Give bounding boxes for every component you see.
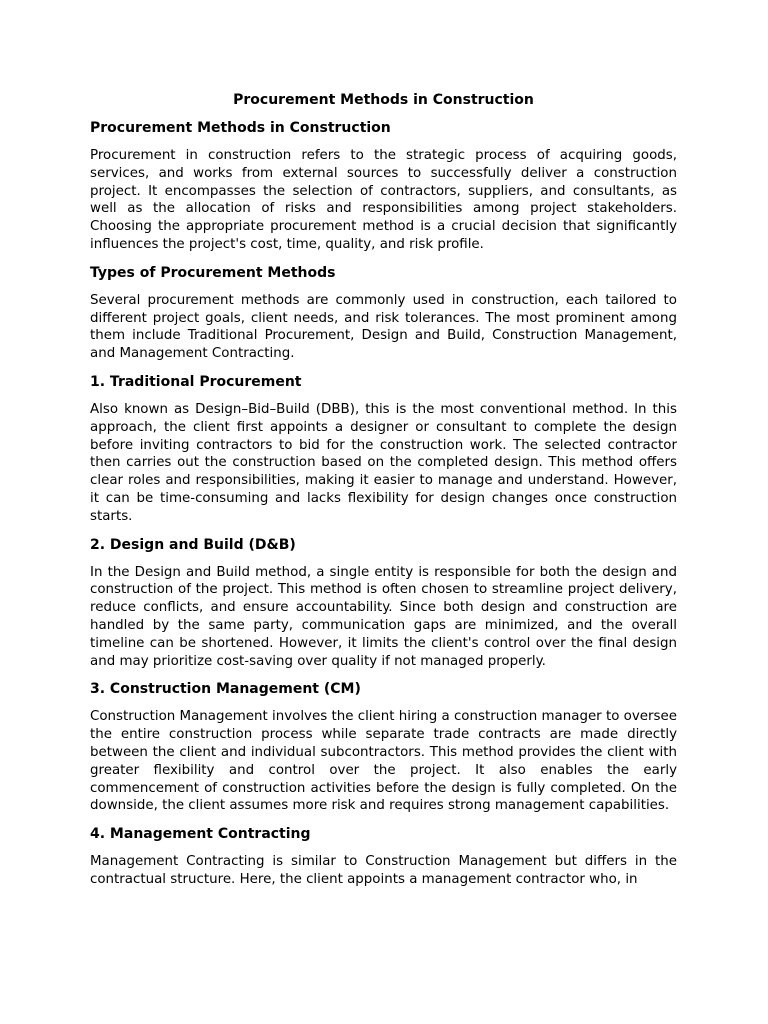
section-heading-construction-management: 3. Construction Management (CM) <box>90 681 361 698</box>
main-heading: Procurement Methods in Construction <box>90 120 391 136</box>
document-page <box>90 91 677 899</box>
section-body-construction-management: Construction Management involves the client hiring a construction manager to oversee the entire construction process while separate trade contracts are made directly between the client and individual subcontractors. This method provides the client with greater flexibility and control over the project. It also enables the early commencement of construction activities before the design is fully completed. On the downside, the client assumes more risk and requires strong management capabilities. <box>90 709 677 814</box>
types-heading: Types of Procurement Methods <box>90 264 336 281</box>
section-body-traditional: Also known as Design–Bid–Build (DBB), this is the most conventional method. In this approach, the client first appoints a designer or consultant to complete the design before inviting contractors to bid for the construction work. The selected contractor then carries out the construction based on the completed design. This method offers clear roles and responsibilities, making it easier to manage and understand. However, it can be time-consuming and lacks flexibility for design changes once construction starts. <box>90 401 677 524</box>
section-body-management-contracting: Management Contracting is similar to Construction Management but differs in the contractual structure. Here, the client appoints a management contractor who, in <box>90 854 677 887</box>
section-heading-traditional: 1. Traditional Procurement <box>90 373 302 390</box>
types-paragraph: Several procurement methods are commonly used in construction, each tailored to different project goals, client needs, and risk tolerances. The most prominent among them include Traditional Procurement, Design and Build, Construction Management, and Management Contracting. <box>90 292 677 362</box>
section-body-design-build: In the Design and Build method, a single entity is responsible for both the design and construction of the project. This method is often chosen to streamline project delivery, reduce conflicts, and ensure accountability. Since both design and construction are handled by the same party, communication gaps are minimized, and the overall timeline can be shortened. However, it limits the client's control over the final design and may prioritize cost-saving over quality if not managed properly. <box>90 564 677 669</box>
document-title: Procurement Methods in Construction <box>233 92 534 108</box>
intro-paragraph: Procurement in construction refers to the strategic process of acquiring goods, services, and works from external sources to successfully deliver a construction project. It encompasses the selection of contractors, suppliers, and consultants, as well as the allocation of risks and responsibilities among project stakeholders. Choosing the appropriate procurement method is a crucial decision that significantly influences the project's cost, time, quality, and risk profile. <box>90 148 677 252</box>
section-heading-design-build: 2. Design and Build (D&B) <box>90 536 296 553</box>
section-heading-management-contracting: 4. Management Contracting <box>90 826 311 843</box>
